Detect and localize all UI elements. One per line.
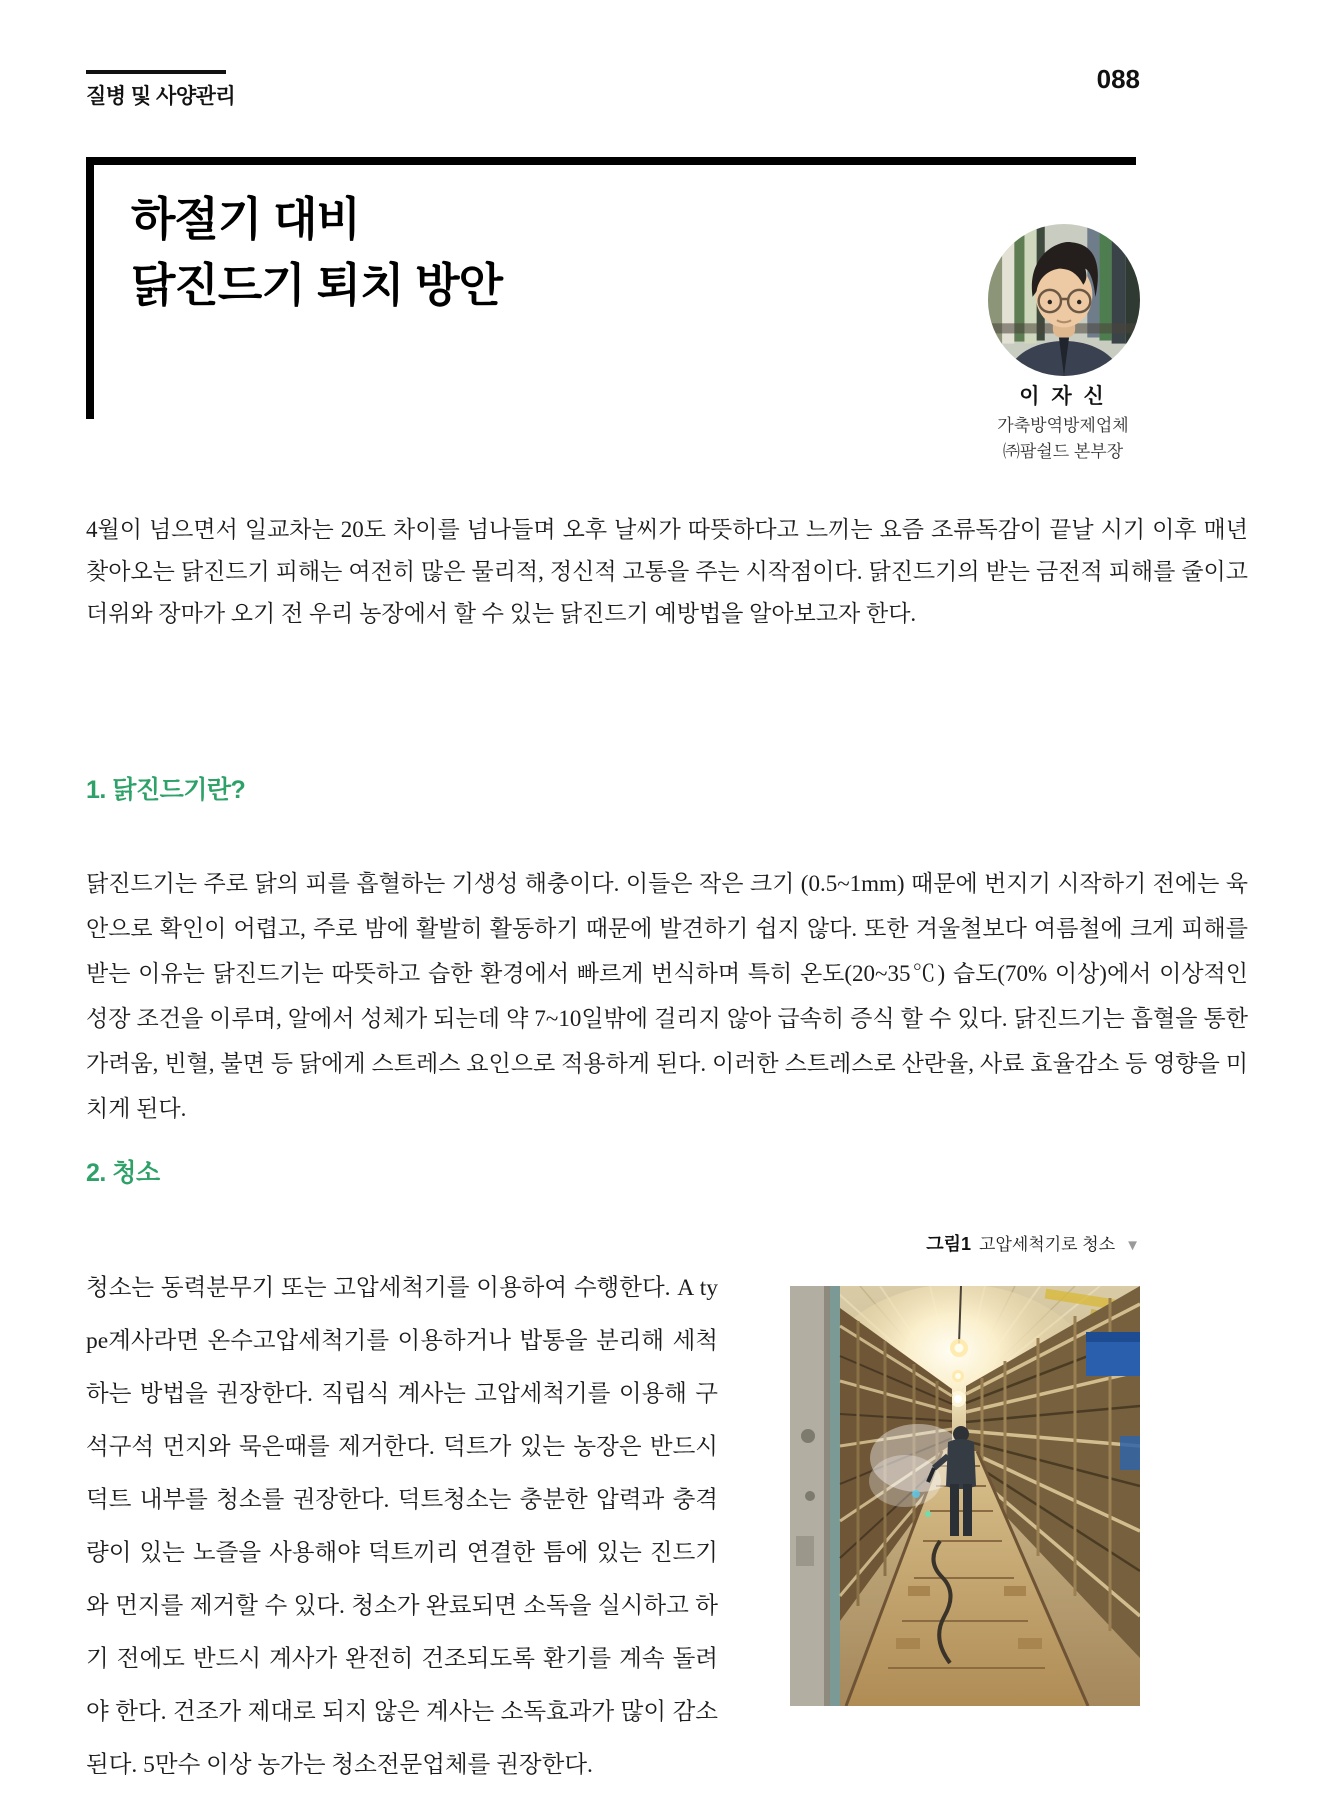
section-kicker: 질병 및 사양관리 xyxy=(86,85,236,108)
section1-paragraph: 닭진드기는 주로 닭의 피를 흡혈하는 기생성 해충이다. 이들은 작은 크기 (0.5~1mm) 때문에 번지기 시작하기 전에는 육안으로 확인이 어렵고, 주로 밤에 활발히 활동하기 때문에 발견하기 쉽지 않다. 또한 겨울철보다 여름철에 크게 피해를 받는 이유는 닭진드기는 따뜻하고 습한 환경에서 빠르게 번식하며 특히 온도(20~35℃) 습도(70% 이상)에서 이상적인 성장 조건을 이루며, 알에서 성체가 되는데 약 7~10일밖에 걸리지 않아 급속히 증식 할 수 있다. 닭진드기는 흡혈을 통한 가려움, 빈혈, 불면 등 닭에게 스트레스 요인으로 적용하게 된다. 이러한 스트레스로 산란율, 사료 효율감소 등 영향을 미치게 된다. xyxy=(86,871,1248,1121)
section1-heading: 1. 닭진드기란? xyxy=(86,776,246,804)
figure-caption xyxy=(640,1230,1140,1256)
kicker-rule xyxy=(86,70,226,74)
intro-paragraph: 4월이 넘으면서 일교차는 20도 차이를 넘나들며 오후 날씨가 따뜻하다고 느끼는 요즘 조류독감이 끝날 시기 이후 매년 찾아오는 닭진드기 피해는 여전히 많은 물리적, 정신적 고통을 주는 시작점이다. 닭진드기의 받는 금전적 피해를 줄이고 더위와 장마가 오기 전 우리 농장에서 할 수 있는 닭진드기 예방법을 알아보고자 한다. xyxy=(86,517,1248,626)
author-org: 가축방역방제업체 xyxy=(997,416,1129,435)
section2-heading: 2. 청소 xyxy=(86,1159,160,1187)
section2-paragraph: 청소는 동력분무기 또는 고압세척기를 이용하여 수행한다. A type계사라면 온수고압세척기를 이용하거나 밥통을 분리해 세척하는 방법을 권장한다. 직립식 계사는 고압세척기를 이용해 구석구석 먼지와 묵은때를 제거한다. 덕트가 있는 농장은 반드시 덕트 내부를 청소를 권장한다. 덕트청소는 충분한 압력과 충격량이 있는 노즐을 사용해야 덕트끼리 연결한 틈에 있는 진드기와 먼지를 제거할 수 있다. 청소가 완료되면 소독을 실시하고 하기 전에도 반드시 계사가 완전히 건조되도록 환기를 계속 돌려야 한다. 건조가 제대로 되지 않은 계사는 소독효과가 많이 감소된다. 5만수 이상 농가는 청소전문업체를 권장한다. xyxy=(86,1274,718,1778)
title-top-rule xyxy=(86,157,1136,165)
page-number: 088 xyxy=(1096,64,1140,94)
title-left-bar xyxy=(86,157,94,419)
figure-caption-text: 고압세척기로 청소 xyxy=(979,1235,1116,1254)
poultry-house-washing-illustration xyxy=(790,1286,1140,1706)
article-title-line2: 닭진드기 퇴치 방안 xyxy=(131,259,503,311)
author-portrait-illustration xyxy=(988,224,1140,376)
author-role: ㈜팜쉴드 본부장 xyxy=(1002,442,1124,461)
article-title xyxy=(131,186,891,318)
author-photo xyxy=(988,224,1140,376)
author-name: 이 자 신 xyxy=(1019,385,1107,408)
article-title-line1: 하절기 대비 xyxy=(131,193,360,245)
figure-photo xyxy=(790,1286,1140,1706)
figure-label: 그림1 xyxy=(926,1234,972,1254)
figure-down-triangle-icon: ▼ xyxy=(1125,1237,1140,1254)
